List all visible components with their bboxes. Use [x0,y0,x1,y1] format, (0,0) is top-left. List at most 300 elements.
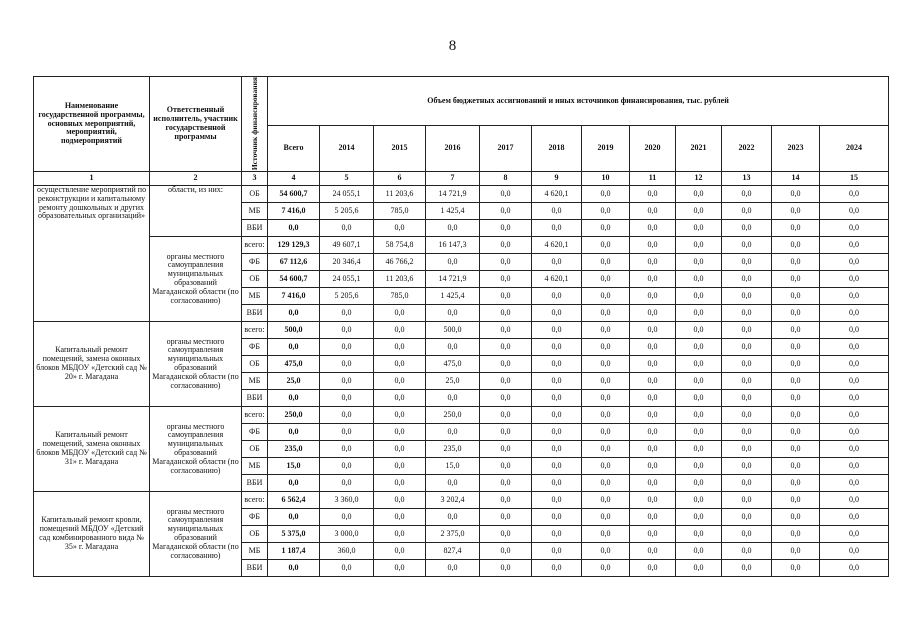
value-year: 785,0 [374,288,426,305]
budget-table [33,76,889,577]
value-year: 0,0 [722,322,772,339]
header-year: 2023 [772,126,820,172]
funding-source: МБ [242,458,268,475]
value-year: 0,0 [676,390,722,407]
value-year: 0,0 [582,186,630,203]
header-source-label: Источник финансирования [249,77,259,171]
value-year: 0,0 [374,560,426,577]
funding-source: всего: [242,322,268,339]
value-year: 0,0 [722,220,772,237]
header-executor: Ответственный исполнитель, участник государственной программы [150,77,242,172]
value-year: 0,0 [582,356,630,373]
value-year: 0,0 [582,322,630,339]
executor: органы местного самоуправления муниципальных образований Магаданской области (по согласованию) [150,237,242,322]
value-year: 0,0 [582,509,630,526]
value-year: 0,0 [722,560,772,577]
value-year: 16 147,3 [426,237,480,254]
value-year: 0,0 [374,492,426,509]
value-year: 785,0 [374,203,426,220]
value-year: 0,0 [320,322,374,339]
value-year: 0,0 [426,509,480,526]
value-year: 0,0 [820,458,889,475]
value-total: 129 129,3 [268,237,320,254]
funding-source: ВБИ [242,475,268,492]
value-total: 0,0 [268,220,320,237]
value-year: 0,0 [532,220,582,237]
value-total: 7 416,0 [268,288,320,305]
value-year: 0,0 [820,390,889,407]
header-year: 2022 [722,126,772,172]
value-year: 0,0 [630,509,676,526]
value-year: 0,0 [320,220,374,237]
value-year: 475,0 [426,356,480,373]
funding-source: МБ [242,543,268,560]
executor: органы местного самоуправления муниципальных образований Магаданской области (по согласованию) [150,407,242,492]
value-year: 11 203,6 [374,271,426,288]
value-year: 0,0 [722,407,772,424]
value-year: 0,0 [320,441,374,458]
value-year: 0,0 [820,271,889,288]
value-year: 0,0 [676,441,722,458]
value-year: 0,0 [676,237,722,254]
value-year: 0,0 [320,458,374,475]
value-year: 0,0 [532,526,582,543]
value-year: 0,0 [820,305,889,322]
value-year: 0,0 [480,543,532,560]
value-year: 0,0 [426,475,480,492]
value-year: 0,0 [582,543,630,560]
header-year: 2015 [374,126,426,172]
value-year: 0,0 [676,356,722,373]
value-year: 360,0 [320,543,374,560]
value-year: 49 607,1 [320,237,374,254]
funding-source: ВБИ [242,390,268,407]
funding-source: ВБИ [242,305,268,322]
value-year: 0,0 [426,254,480,271]
funding-source: МБ [242,203,268,220]
value-year: 0,0 [722,339,772,356]
value-year: 0,0 [722,271,772,288]
value-year: 0,0 [772,560,820,577]
value-year: 827,4 [426,543,480,560]
executor: органы местного самоуправления муниципальных образований Магаданской области (по согласованию) [150,492,242,577]
value-year: 0,0 [480,492,532,509]
value-year: 0,0 [480,186,532,203]
value-year: 0,0 [676,203,722,220]
column-number: 5 [320,172,374,186]
value-year: 0,0 [820,560,889,577]
value-year: 0,0 [582,526,630,543]
value-year: 0,0 [320,373,374,390]
value-year: 0,0 [480,424,532,441]
value-year: 0,0 [320,560,374,577]
value-year: 46 766,2 [374,254,426,271]
value-year: 0,0 [582,373,630,390]
value-total: 0,0 [268,339,320,356]
value-year: 0,0 [532,356,582,373]
table-row [34,186,889,203]
value-total: 54 600,7 [268,271,320,288]
value-year: 0,0 [480,203,532,220]
value-year: 0,0 [320,339,374,356]
value-total: 7 416,0 [268,203,320,220]
value-year: 0,0 [772,237,820,254]
value-year: 0,0 [320,390,374,407]
value-year: 0,0 [820,237,889,254]
value-year: 0,0 [532,441,582,458]
value-year: 0,0 [772,271,820,288]
executor: области, из них: [150,186,242,237]
value-year: 0,0 [532,305,582,322]
value-year: 0,0 [772,458,820,475]
funding-source: ВБИ [242,560,268,577]
value-year: 0,0 [676,254,722,271]
value-year: 0,0 [374,373,426,390]
measure-name: Капитальный ремонт помещений, замена оконных блоков МБДОУ «Детский сад № 20» г. Магадана [34,322,150,407]
header-volume: Объем бюджетных ассигнований и иных источников финансирования, тыс. рублей [268,77,889,126]
value-year: 0,0 [480,390,532,407]
value-year: 0,0 [722,186,772,203]
column-number: 10 [582,172,630,186]
value-year: 0,0 [374,543,426,560]
table-row [34,407,889,424]
value-year: 0,0 [532,254,582,271]
funding-source: всего: [242,492,268,509]
value-year: 0,0 [374,305,426,322]
value-total: 0,0 [268,475,320,492]
value-year: 0,0 [772,441,820,458]
value-year: 0,0 [630,305,676,322]
column-number: 11 [630,172,676,186]
value-year: 0,0 [630,203,676,220]
value-year: 0,0 [722,475,772,492]
value-year: 0,0 [480,373,532,390]
value-year: 0,0 [532,407,582,424]
value-year: 0,0 [532,390,582,407]
value-year: 0,0 [582,288,630,305]
value-total: 0,0 [268,305,320,322]
value-year: 0,0 [582,390,630,407]
value-total: 235,0 [268,441,320,458]
value-year: 0,0 [630,492,676,509]
value-year: 0,0 [722,203,772,220]
value-year: 0,0 [480,288,532,305]
value-year: 0,0 [630,288,676,305]
value-year: 1 425,4 [426,288,480,305]
value-year: 0,0 [582,220,630,237]
value-year: 0,0 [630,526,676,543]
value-total: 250,0 [268,407,320,424]
value-year: 0,0 [582,560,630,577]
value-year: 0,0 [582,458,630,475]
value-year: 0,0 [532,322,582,339]
value-year: 24 055,1 [320,271,374,288]
funding-source: ФБ [242,424,268,441]
measure-name: Капитальный ремонт кровли, помещений МБДОУ «Детский сад комбинированного вида № 35» г. Магадана [34,492,150,577]
header-year: 2018 [532,126,582,172]
funding-source: ОБ [242,526,268,543]
value-year: 0,0 [532,424,582,441]
column-number: 3 [242,172,268,186]
value-year: 0,0 [722,441,772,458]
value-year: 0,0 [480,254,532,271]
value-year: 0,0 [532,288,582,305]
funding-source: ФБ [242,339,268,356]
value-year: 0,0 [630,407,676,424]
value-year: 0,0 [480,220,532,237]
value-year: 0,0 [820,441,889,458]
table-row [34,492,889,509]
value-year: 500,0 [426,322,480,339]
value-year: 0,0 [820,186,889,203]
value-year: 0,0 [630,441,676,458]
value-year: 0,0 [582,441,630,458]
value-year: 0,0 [480,458,532,475]
value-year: 11 203,6 [374,186,426,203]
value-year: 0,0 [374,220,426,237]
value-year: 0,0 [676,305,722,322]
value-year: 0,0 [426,339,480,356]
value-year: 0,0 [374,390,426,407]
value-year: 0,0 [772,526,820,543]
value-year: 0,0 [426,305,480,322]
value-year: 0,0 [532,543,582,560]
value-year: 0,0 [676,407,722,424]
value-year: 0,0 [630,186,676,203]
value-year: 0,0 [480,271,532,288]
value-year: 0,0 [820,322,889,339]
column-number: 13 [722,172,772,186]
value-year: 0,0 [820,339,889,356]
value-year: 0,0 [374,339,426,356]
value-year: 0,0 [676,509,722,526]
value-year: 0,0 [722,305,772,322]
value-year: 0,0 [630,339,676,356]
value-year: 0,0 [630,560,676,577]
value-year: 0,0 [820,509,889,526]
value-year: 0,0 [676,220,722,237]
measure-name: осуществление мероприятий по реконструкции и капитальному ремонту дошкольных и других образовательных организаций» [34,186,150,322]
value-year: 0,0 [426,220,480,237]
table-body [34,186,889,577]
value-year: 0,0 [676,424,722,441]
value-year: 0,0 [772,288,820,305]
value-year: 0,0 [722,509,772,526]
value-total: 54 600,7 [268,186,320,203]
value-year: 0,0 [320,424,374,441]
value-year: 24 055,1 [320,186,374,203]
value-year: 0,0 [426,390,480,407]
value-year: 0,0 [820,220,889,237]
value-year: 0,0 [722,390,772,407]
funding-source: всего: [242,407,268,424]
value-year: 0,0 [480,407,532,424]
value-year: 0,0 [374,458,426,475]
value-year: 0,0 [630,322,676,339]
value-year: 0,0 [582,475,630,492]
value-year: 0,0 [630,373,676,390]
value-year: 0,0 [630,237,676,254]
value-year: 0,0 [630,390,676,407]
value-year: 0,0 [480,305,532,322]
column-number: 6 [374,172,426,186]
value-year: 0,0 [320,305,374,322]
value-year: 3 202,4 [426,492,480,509]
value-year: 0,0 [582,254,630,271]
value-year: 0,0 [480,339,532,356]
value-year: 0,0 [820,526,889,543]
funding-source: ОБ [242,186,268,203]
value-year: 0,0 [772,254,820,271]
value-year: 0,0 [722,237,772,254]
value-year: 25,0 [426,373,480,390]
value-year: 0,0 [630,458,676,475]
value-total: 0,0 [268,560,320,577]
value-year: 14 721,9 [426,271,480,288]
value-year: 0,0 [676,560,722,577]
value-year: 0,0 [630,356,676,373]
value-total: 5 375,0 [268,526,320,543]
column-number: 14 [772,172,820,186]
value-year: 0,0 [480,237,532,254]
value-year: 0,0 [722,526,772,543]
value-year: 0,0 [374,424,426,441]
value-year: 0,0 [820,407,889,424]
value-year: 0,0 [676,339,722,356]
value-year: 0,0 [772,475,820,492]
value-year: 0,0 [820,254,889,271]
funding-source: ОБ [242,441,268,458]
value-year: 0,0 [532,560,582,577]
value-total: 0,0 [268,390,320,407]
value-year: 0,0 [374,441,426,458]
value-year: 0,0 [772,492,820,509]
value-year: 0,0 [480,509,532,526]
value-year: 0,0 [772,373,820,390]
value-year: 0,0 [722,373,772,390]
value-year: 0,0 [374,356,426,373]
value-total: 67 112,6 [268,254,320,271]
value-year: 0,0 [722,356,772,373]
value-year: 0,0 [320,407,374,424]
value-year: 0,0 [722,543,772,560]
column-numbers-row [34,172,889,186]
value-year: 3 360,0 [320,492,374,509]
value-year: 0,0 [374,526,426,543]
value-year: 0,0 [772,390,820,407]
value-year: 0,0 [480,560,532,577]
column-number: 9 [532,172,582,186]
header-year: 2016 [426,126,480,172]
value-year: 0,0 [480,356,532,373]
value-year: 0,0 [772,339,820,356]
value-year: 0,0 [582,407,630,424]
value-year: 0,0 [820,356,889,373]
value-year: 0,0 [480,475,532,492]
column-number: 2 [150,172,242,186]
value-year: 14 721,9 [426,186,480,203]
table-row [34,237,889,254]
value-year: 0,0 [582,424,630,441]
value-year: 0,0 [676,288,722,305]
value-year: 0,0 [676,458,722,475]
funding-source: МБ [242,373,268,390]
value-year: 0,0 [722,288,772,305]
value-year: 0,0 [676,492,722,509]
value-year: 235,0 [426,441,480,458]
value-year: 0,0 [374,407,426,424]
value-total: 6 562,4 [268,492,320,509]
value-year: 0,0 [630,475,676,492]
value-year: 0,0 [480,441,532,458]
value-total: 25,0 [268,373,320,390]
value-total: 1 187,4 [268,543,320,560]
value-total: 0,0 [268,424,320,441]
value-year: 0,0 [630,254,676,271]
header-source [242,77,268,172]
value-year: 0,0 [532,492,582,509]
value-year: 0,0 [582,237,630,254]
header-year: 2014 [320,126,374,172]
value-year: 2 375,0 [426,526,480,543]
value-year: 0,0 [582,203,630,220]
value-year: 0,0 [532,458,582,475]
value-year: 0,0 [772,203,820,220]
header-year: 2019 [582,126,630,172]
value-year: 0,0 [426,560,480,577]
value-total: 15,0 [268,458,320,475]
value-year: 0,0 [374,475,426,492]
header-total: Всего [268,126,320,172]
header-year: 2024 [820,126,889,172]
funding-source: ВБИ [242,220,268,237]
value-year: 0,0 [676,271,722,288]
value-year: 0,0 [532,475,582,492]
value-year: 0,0 [630,543,676,560]
value-year: 0,0 [722,424,772,441]
column-number: 1 [34,172,150,186]
funding-source: всего: [242,237,268,254]
page-number: 8 [448,38,457,54]
value-year: 0,0 [676,543,722,560]
header-year: 2021 [676,126,722,172]
value-year: 20 346,4 [320,254,374,271]
value-year: 0,0 [480,322,532,339]
header-year: 2020 [630,126,676,172]
value-year: 0,0 [676,373,722,390]
header-name: Наименование государственной программы, основных мероприятий, мероприятий, подмероприятий [34,77,150,172]
value-year: 0,0 [582,271,630,288]
value-year: 0,0 [772,509,820,526]
value-year: 0,0 [676,322,722,339]
value-year: 0,0 [676,475,722,492]
value-year: 0,0 [320,509,374,526]
column-number: 7 [426,172,480,186]
value-year: 0,0 [820,373,889,390]
value-year: 0,0 [820,475,889,492]
value-year: 0,0 [772,407,820,424]
value-year: 0,0 [320,356,374,373]
value-year: 0,0 [532,203,582,220]
value-year: 0,0 [676,526,722,543]
value-year: 0,0 [820,543,889,560]
value-year: 5 205,6 [320,288,374,305]
executor: органы местного самоуправления муниципальных образований Магаданской области (по согласованию) [150,322,242,407]
value-year: 58 754,8 [374,237,426,254]
value-year: 4 620,1 [532,186,582,203]
value-year: 0,0 [820,424,889,441]
value-year: 0,0 [480,526,532,543]
